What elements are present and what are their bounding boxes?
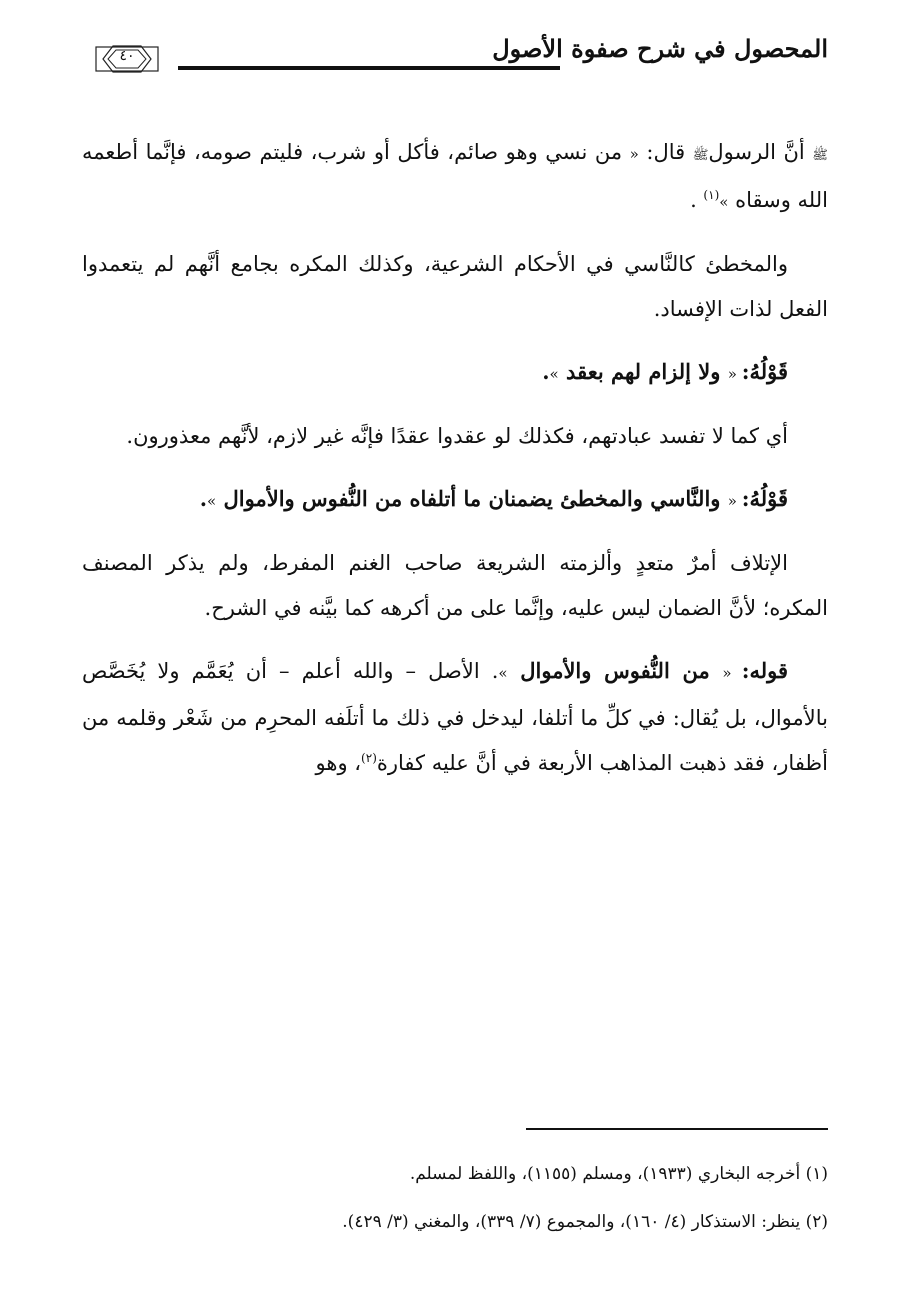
heading-1-label: قَوْلُهُ: — [741, 359, 788, 384]
heading-1-tail: . — [542, 359, 550, 384]
quote-open: « — [722, 664, 742, 682]
honorific-glyph: ﷺ — [812, 148, 828, 163]
quote-close: » — [498, 664, 508, 682]
paragraph-3: أي كما لا تفسد عبادتهم، فكذلك لو عقدوا عقدًا فإنَّه غير لازم، لأنَّهم معذورون. — [126, 424, 788, 448]
quote-close: » — [207, 492, 217, 510]
paragraph-5-text-a: . الأصل – والله أعلم – أن يُعَمَّم ولا يُخَصَّص بالأموال، بل يُقال: في كلِّ ما أتلفا، ليدخل في ذلك ما أتلَفه المحرِم من شَعْر وقلمه من أظفار، فقد ذهبت المذاهب الأربعة في أنَّ عليه كفارة — [82, 659, 828, 775]
heading-2-label: قَوْلُهُ: — [741, 486, 788, 511]
paragraph-5 — [82, 648, 828, 786]
page-number: ٤٠ — [119, 48, 135, 64]
footnotes — [82, 1150, 828, 1246]
main-text — [82, 130, 828, 803]
quote-open: « — [727, 492, 742, 510]
paragraph-5-text-b: ، وهو — [315, 751, 362, 775]
heading-2-tail: . — [199, 486, 208, 511]
footnote-ref-1[interactable]: (١) — [703, 188, 720, 202]
quote-close: » — [549, 365, 559, 383]
quote-open: « — [629, 145, 639, 163]
page-header — [0, 28, 910, 98]
heading-2 — [82, 476, 828, 524]
footnote-2: (٢) ينظر: الاستذكار (٤/ ١٦٠)، والمجموع (٧/ ٣٣٩)، والمغني (٣/ ٤٢٩). — [342, 1212, 828, 1232]
book-title: المحصول في شرح صفوة الأصول — [492, 34, 828, 63]
heading-2-text: والنَّاسي والمخطئ يضمنان ما أتلفاه من النُّفوس والأموال — [216, 486, 728, 511]
header-rule — [178, 66, 560, 70]
footnote-ref-2[interactable]: (٢) — [361, 751, 377, 765]
paragraph-5-quoted: من النُّفوس والأموال — [507, 658, 723, 683]
hadith-quote: من نسي وهو صائم، فأكل أو شرب، فليتم صومه، فإنَّما أطعمه الله وسقاه — [82, 140, 828, 212]
page-number-badge — [95, 42, 159, 76]
footnote-1: (١) أخرجه البخاري (١٩٣٣)، ومسلم (١١٥٥)، واللفظ لمسلم. — [409, 1164, 828, 1184]
heading-1-text: ولا إلزام لهم بعقد — [558, 359, 728, 384]
footnote-separator — [526, 1128, 828, 1130]
paragraph-5-label: قوله: — [741, 658, 789, 683]
paragraph-2: والمخطئ كالنَّاسي في الأحكام الشرعية، وكذلك المكره بجامع أنَّهم لم يتعمدوا الفعل لذات الإفساد. — [82, 252, 828, 321]
quote-open: « — [727, 365, 742, 383]
heading-1 — [82, 349, 828, 397]
paragraph-1-text-a: أنَّ الرسول — [708, 140, 813, 164]
paragraph-1-tail: . — [690, 188, 704, 212]
paragraph-1 — [82, 130, 828, 225]
paragraph-4: الإتلاف أمرٌ متعدٍ وألزمته الشريعة صاحب الغنم المفرط، ولم يذكر المصنف المكره؛ لأنَّ الضمان ليس عليه، وإنَّما على من أكرهه كما بيَّنه في الشرح. — [82, 551, 828, 620]
paragraph-1-text-b: قال: — [638, 140, 693, 164]
honorific-glyph: ﷺ — [692, 148, 709, 163]
quote-close: » — [719, 193, 729, 211]
